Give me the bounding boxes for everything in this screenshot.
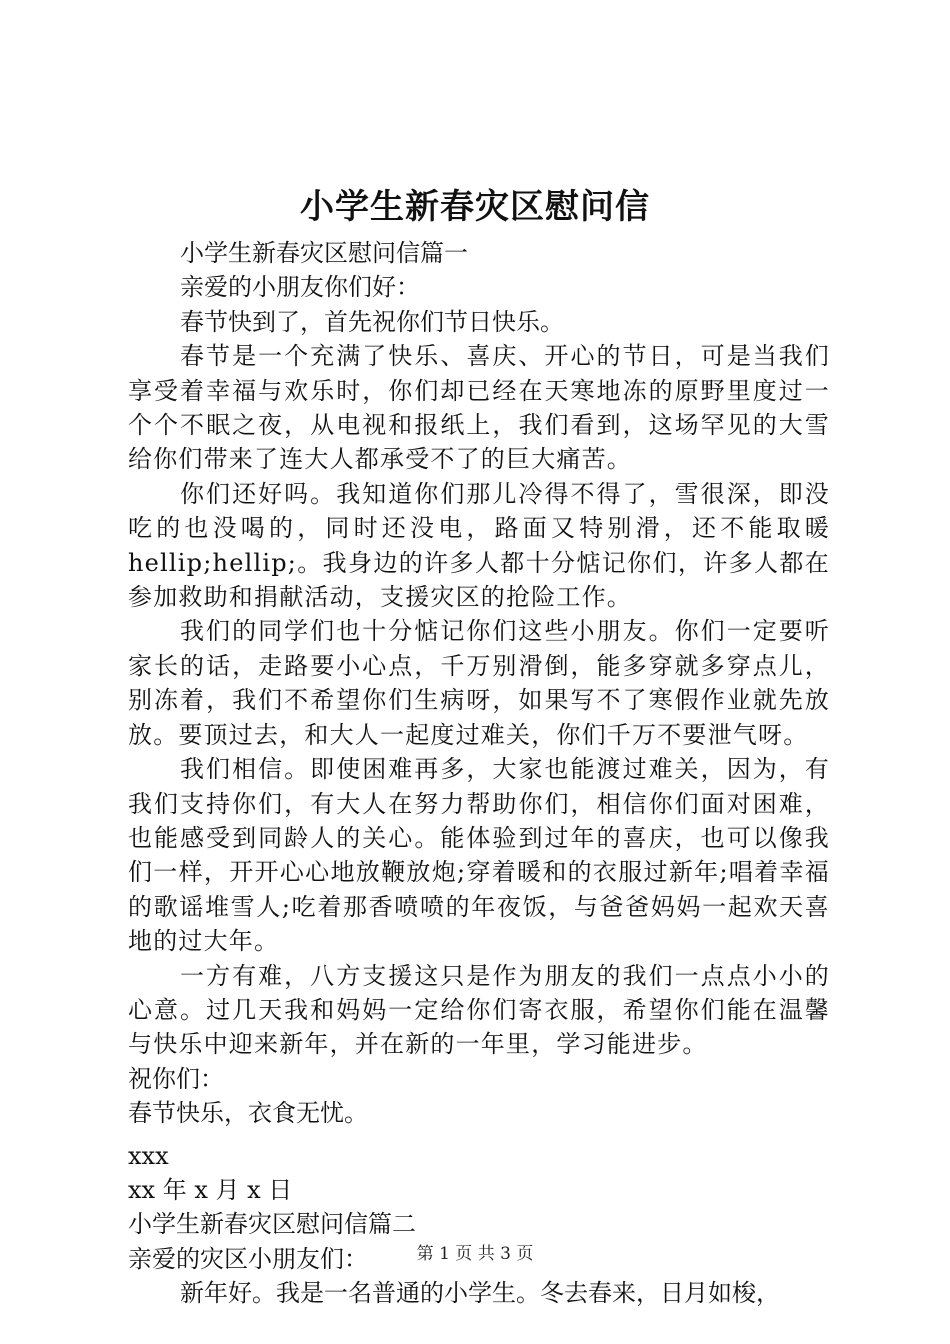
page-indicator: 第 1 页 共 3 页 xyxy=(416,1244,534,1264)
closing-blessing: 春节快乐，衣食无忧。 xyxy=(128,1099,368,1128)
signature: xxx xyxy=(128,1141,169,1170)
greeting-line: 春节快到了，首先祝你们节日快乐。 xyxy=(180,307,564,336)
section-heading: 小学生新春灾区慰问信篇二 xyxy=(128,1210,416,1239)
salutation: 亲爱的小朋友你们好： xyxy=(180,273,420,302)
page-title: 小学生新春灾区慰问信 xyxy=(300,187,650,227)
body-paragraph: 我们的同学们也十分惦记你们这些小朋友。你们一定要听家长的话，走路要小心点，千万别滑倒，能多穿就多穿点儿，别冻着，我们不希望你们生病呀，如果写不了寒假作业就先放放。要顶过去，和大人一起度过难关，你们千万不要泄气呀。 xyxy=(128,617,830,749)
body-paragraph: 春节是一个充满了快乐、喜庆、开心的节日，可是当我们享受着幸福与欢乐时，你们却已经在天寒地冻的原野里度过一个个不眠之夜，从电视和报纸上，我们看到，这场罕见的大雪给你们带来了连大人都承受不了的巨大痛苦。 xyxy=(128,342,830,474)
closing-wish: 祝你们： xyxy=(128,1064,224,1093)
section-heading: 小学生新春灾区慰问信篇一 xyxy=(180,239,468,267)
date-line: xx 年 x 月 x 日 xyxy=(128,1175,293,1204)
body-paragraph: 我们相信。即使困难再多，大家也能渡过难关，因为，有我们支持你们，有大人在努力帮助你们，相信你们面对困难，也能感受到同龄人的关心。能体验到过年的喜庆，也可以像我们一样，开开心心地放鞭放炮;穿着暖和的衣服过新年;唱着幸福的歌谣堆雪人;吃着那香喷喷的年夜饭，与爸爸妈妈一起欢天喜地的过大年。 xyxy=(128,755,830,956)
body-paragraph: 你们还好吗。我知道你们那儿冷得不得了，雪很深，即没吃的也没喝的，同时还没电，路面又特别滑，还不能取暖hellip;hellip;。我身边的许多人都十分惦记你们，许多人都在参加救助和捐献活动，支援灾区的抢险工作。 xyxy=(128,479,830,612)
body-paragraph: 新年好。我是一名普通的小学生。冬去春来，日月如梭， xyxy=(180,1279,780,1308)
salutation: 亲爱的灾区小朋友们： xyxy=(128,1244,368,1273)
body-paragraph: 一方有难，八方支援这只是作为朋友的我们一点点小小的心意。过几天我和妈妈一定给你们寄衣服，希望你们能在温馨与快乐中迎来新年，并在新的一年里，学习能进步。 xyxy=(128,961,830,1059)
letter-body xyxy=(128,236,830,1311)
